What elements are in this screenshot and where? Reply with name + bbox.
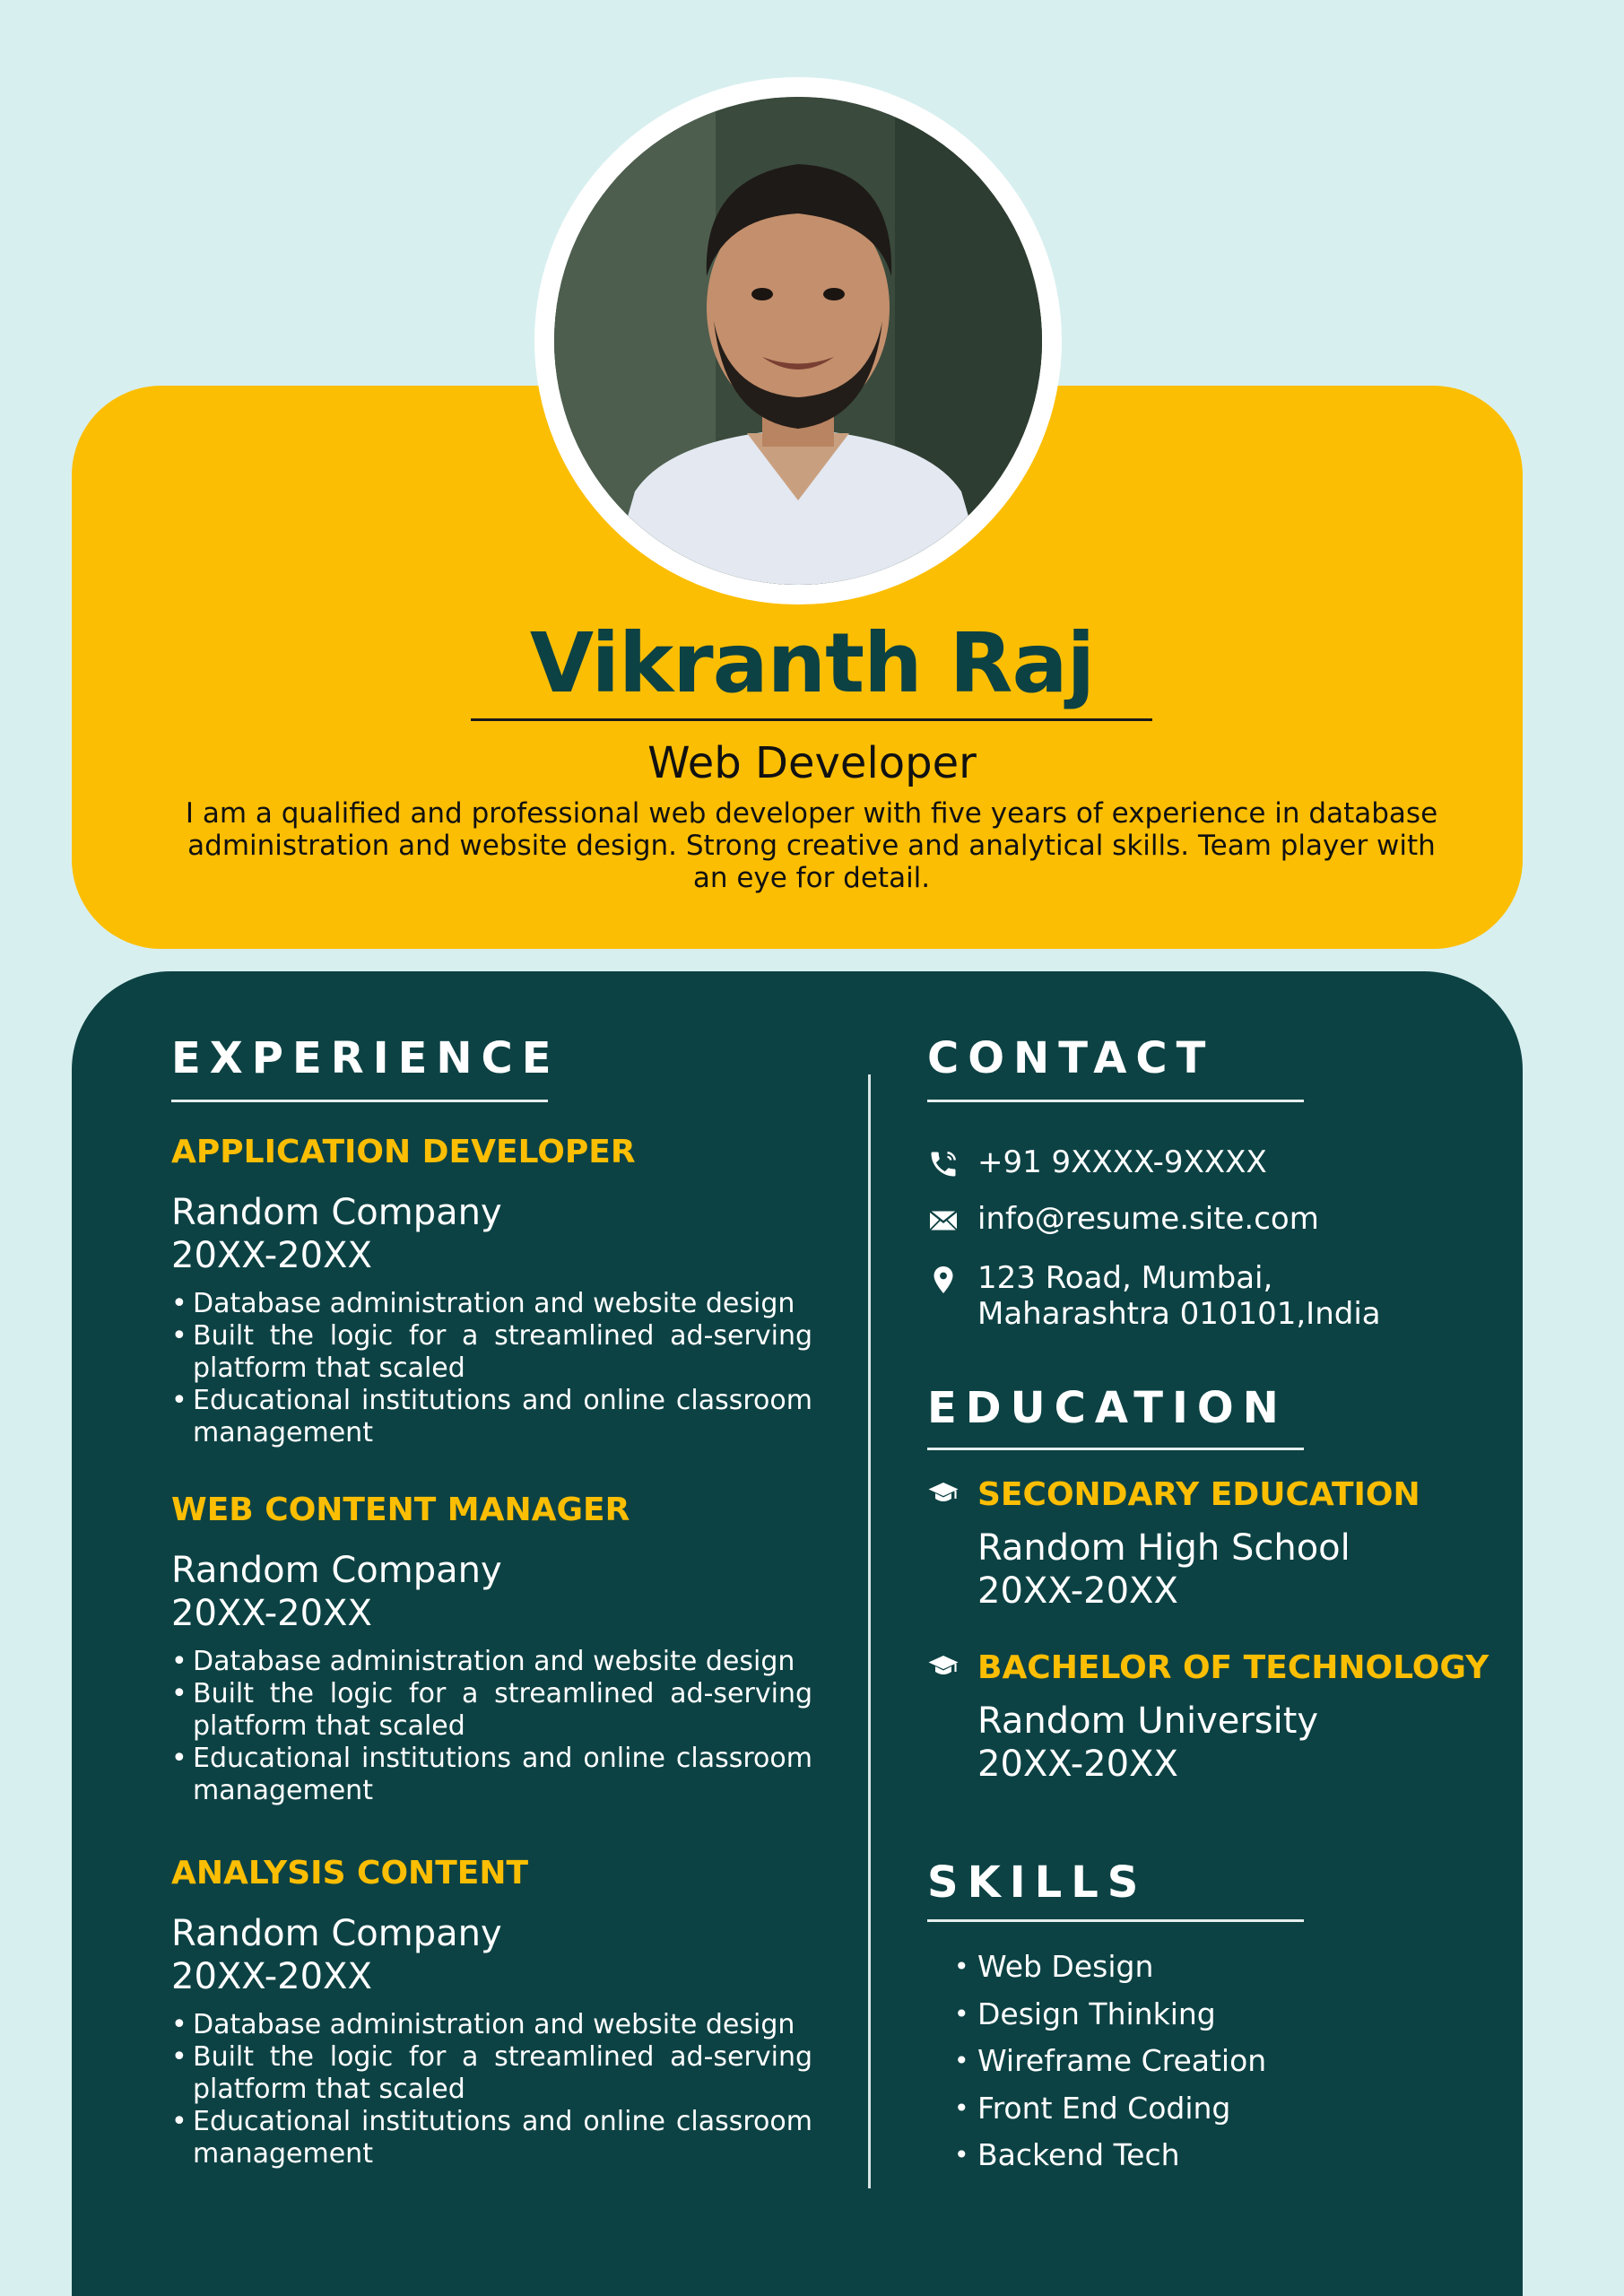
skills-list xyxy=(977,1944,1266,2179)
job-title: Web Developer xyxy=(647,738,977,788)
contact-heading: CONTACT xyxy=(927,1033,1215,1083)
job-bullet: • Database administration and website design xyxy=(193,2009,812,2041)
location-pin-icon xyxy=(927,1264,960,1296)
mail-icon xyxy=(927,1205,960,1237)
job-bullet: • Database administration and website design xyxy=(193,1646,812,1678)
experience-item xyxy=(171,1853,812,2170)
skill-item: • Front End Coding xyxy=(977,2085,1266,2133)
education-heading: EDUCATION xyxy=(927,1383,1288,1433)
job-company: Random Company xyxy=(171,1550,502,1591)
skill-item: • Wireframe Creation xyxy=(977,2038,1266,2085)
education-school: Random University xyxy=(977,1700,1319,1742)
job-bullets xyxy=(171,1646,812,1807)
job-role: APPLICATION DEVELOPER xyxy=(171,1134,636,1170)
job-bullet: • Database administration and website design xyxy=(193,1288,812,1320)
skills-heading-underline xyxy=(927,1919,1304,1922)
skill-item: • Design Thinking xyxy=(977,1991,1266,2039)
education-school: Random High School xyxy=(977,1527,1350,1569)
job-bullet: • Built the logic for a streamlined ad-serving platform that scaled xyxy=(193,2041,812,2106)
education-dates: 20XX-20XX xyxy=(977,1570,1178,1612)
job-dates: 20XX-20XX xyxy=(171,1956,372,1997)
person-portrait-icon xyxy=(554,97,1042,585)
job-company: Random Company xyxy=(171,1192,502,1233)
job-bullets xyxy=(171,1288,812,1449)
profile-photo xyxy=(554,97,1042,585)
experience-heading: EXPERIENCE xyxy=(171,1033,560,1083)
profile-photo-frame xyxy=(534,77,1062,604)
education-degree: SECONDARY EDUCATION xyxy=(977,1476,1420,1513)
education-degree: BACHELOR OF TECHNOLOGY xyxy=(977,1649,1489,1686)
phone-number: +91 9XXXX-9XXXX xyxy=(977,1144,1267,1180)
graduation-cap-icon xyxy=(927,1480,960,1507)
job-bullet: • Built the logic for a streamlined ad-serving platform that scaled xyxy=(193,1678,812,1743)
name-underline-divider xyxy=(471,718,1152,721)
experience-item xyxy=(171,1132,812,1449)
profile-summary: I am a qualified and professional web developer with five years of experience in database administration and website design. Strong creative and analytical skills. Team player with an eye for detail. xyxy=(185,797,1438,894)
phone-icon xyxy=(927,1148,960,1180)
job-dates: 20XX-20XX xyxy=(171,1235,372,1276)
job-role: WEB CONTENT MANAGER xyxy=(171,1492,630,1528)
skill-item: • Web Design xyxy=(977,1944,1266,1991)
job-dates: 20XX-20XX xyxy=(171,1593,372,1634)
job-company: Random Company xyxy=(171,1913,502,1954)
graduation-cap-icon xyxy=(927,1653,960,1680)
column-divider xyxy=(868,1074,871,2188)
experience-item xyxy=(171,1490,812,1807)
skills-heading: SKILLS xyxy=(927,1857,1148,1908)
job-bullet: • Educational institutions and online classroom management xyxy=(193,1743,812,1807)
postal-address: 123 Road, Mumbai, Maharashtra 010101,India xyxy=(977,1260,1381,1332)
candidate-name: Vikranth Raj xyxy=(529,615,1095,711)
experience-heading-underline xyxy=(171,1100,548,1102)
education-heading-underline xyxy=(927,1448,1304,1450)
job-bullet: • Built the logic for a streamlined ad-serving platform that scaled xyxy=(193,1320,812,1385)
job-bullets xyxy=(171,2009,812,2170)
skill-item: • Backend Tech xyxy=(977,2132,1266,2179)
job-bullet: • Educational institutions and online classroom management xyxy=(193,1385,812,1449)
email-address: info@resume.site.com xyxy=(977,1201,1319,1237)
job-bullet: • Educational institutions and online classroom management xyxy=(193,2106,812,2170)
contact-heading-underline xyxy=(927,1100,1304,1102)
education-dates: 20XX-20XX xyxy=(977,1744,1178,1785)
job-role: ANALYSIS CONTENT xyxy=(171,1855,529,1892)
